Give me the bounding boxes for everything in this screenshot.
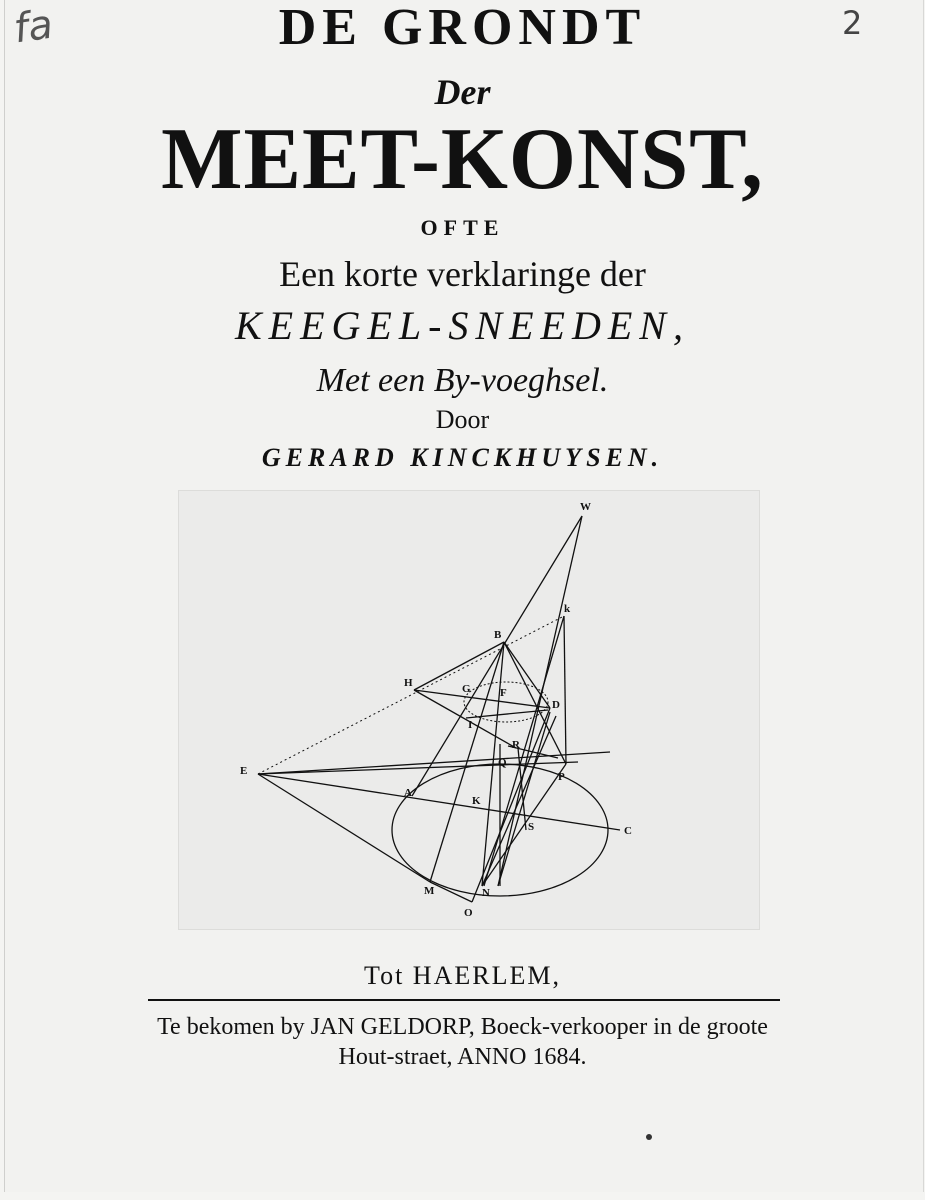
point-label-p: P bbox=[558, 771, 565, 783]
point-label-o: O bbox=[464, 907, 473, 919]
point-label-c: C bbox=[624, 825, 632, 837]
author-name: GERARD KINCKHUYSEN. bbox=[261, 443, 664, 472]
point-label-m: M bbox=[424, 885, 435, 897]
point-label-r: R bbox=[512, 739, 520, 751]
geometric-engraving bbox=[178, 490, 760, 930]
point-label-g: G bbox=[462, 683, 471, 695]
point-label-n: N bbox=[482, 887, 490, 899]
title-line-1: DE GRONDT bbox=[278, 0, 647, 56]
title-line-2: Der bbox=[434, 72, 491, 112]
point-label-k-capital: K bbox=[472, 795, 481, 807]
point-label-i: I bbox=[468, 719, 473, 731]
handwritten-note-left: fa bbox=[10, 1, 56, 53]
subtitle-keegel-sneeden: KEEGEL-SNEEDEN, bbox=[235, 303, 690, 348]
imprint-rule bbox=[148, 999, 780, 1001]
point-label-b: B bbox=[494, 629, 502, 641]
imprint-line-2: Hout-straet, ANNO 1684. bbox=[338, 1044, 587, 1070]
subtitle: Een korte verklaringe der bbox=[279, 254, 646, 294]
point-label-s: S bbox=[528, 821, 535, 833]
point-label-h: H bbox=[404, 677, 413, 689]
imprint-line-1: Te bekomen by JAN GELDORP, Boeck-verkooper in de groote bbox=[157, 1014, 768, 1040]
point-label-e: E bbox=[240, 765, 248, 777]
place-line: Tot HAERLEM, bbox=[364, 961, 561, 990]
main-title: MEET-KONST, bbox=[161, 111, 764, 208]
title-line-ofte: OFTE bbox=[420, 215, 505, 240]
point-label-a: A bbox=[404, 787, 412, 799]
ink-speck bbox=[646, 1134, 652, 1140]
point-label-q: Q bbox=[498, 757, 507, 769]
point-label-k: k bbox=[564, 603, 571, 615]
handwritten-page-number: 2 bbox=[842, 4, 863, 42]
by-line: Door bbox=[435, 405, 490, 434]
point-label-w: W bbox=[580, 501, 591, 513]
conic-section-diagram bbox=[178, 490, 760, 930]
subtitle-appendix: Met een By-voeghsel. bbox=[316, 362, 609, 399]
point-label-d: D bbox=[552, 699, 560, 711]
point-label-f: F bbox=[500, 687, 507, 699]
